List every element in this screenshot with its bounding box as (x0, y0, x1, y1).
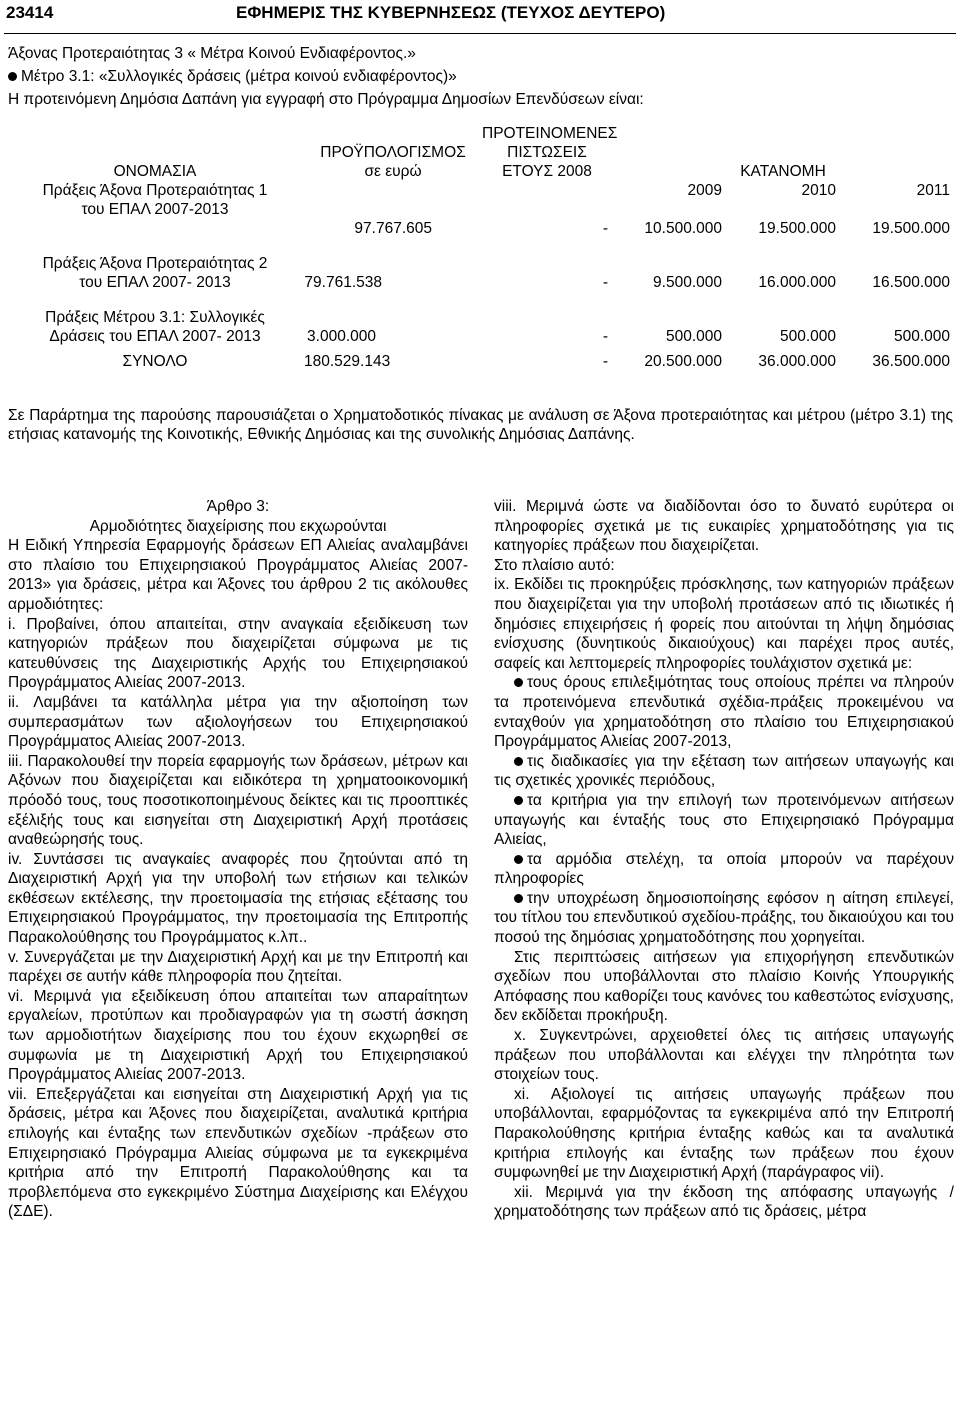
year-2009-label: 2009 (687, 182, 722, 199)
bullet-icon (514, 678, 523, 687)
row-2009: 2009 10.500.000 (612, 181, 726, 238)
article-title: Άρθρο 3: (206, 498, 270, 515)
competence-item: viii. Μεριμνά ώστε να διαδίδονται όσο το δυνατό ευρύτερα οι πληροφορίες σχετικά με τις ευκαιρίες χρηματοδότησης για τις κατηγορίες πράξεων που διαχειρίζεται. (494, 498, 954, 555)
intro-block (8, 44, 953, 113)
table-row (6, 292, 954, 346)
header-allocation: ΚΑΤΑΝΟΜΗ (740, 163, 826, 180)
total-2010: 36.000.000 (758, 353, 836, 370)
bullet-item: τα κριτήρια για την επιλογή των προτεινόμενων αιτήσεων υπαγωγής και ένταξής τους στο Επιχειρησιακό Πρόγραμμα Αλιείας, (494, 791, 954, 849)
bullet-icon (8, 72, 17, 81)
row-budget: 3.000.000 (307, 328, 376, 345)
axis-line: Άξονας Προτεραιότητας 3 « Μέτρα Κοινού Ενδιαφέροντος.» (8, 45, 416, 62)
budget-table (6, 124, 954, 371)
row-2009: 9.500.000 (653, 274, 722, 291)
annex-note: Σε Παράρτημα της παρούσης παρουσιάζεται ο Χρηματοδοτικός πίνακας με ανάλυση σε Άξονα προτεραιότητας και μέτρου (μέτρο 3.1) της ετήσιας κατανομής της Κοινοτικής, Εθνικής Δημόσιας και της συνολικής Δημόσιας Δαπάνης. (8, 407, 953, 443)
year-2010-label: 2010 (801, 182, 836, 199)
row-budget: 97.767.605 (354, 220, 432, 237)
competence-item: i. Προβαίνει, όπου απαιτείται, στην αναγκαία εξειδίκευση των κατηγοριών πράξεων που διαχειρίζεται σύμφωνα με τις κατευθύνσεις της Διαχειριστικής Αρχής του Επιχειρησιακού Προγράμματος Αλιείας 2007-2013. (8, 615, 468, 692)
competence-item: x. Συγκεντρώνει, αρχειοθετεί όλες τις αιτήσεις υπαγωγής πράξεων που υποβάλλονται και ελέγχει την πληρότητα των στοιχείων τους. (494, 1027, 954, 1084)
cases-paragraph: Στις περιπτώσεις αιτήσεων για επιχορήγηση επενδυτικών σχεδίων που υποβάλλονται στο πλαίσιο Κοινής Υπουργικής Απόφασης που καθορίζει τους κανόνες του καθεστώτος ενίσχυσης, δεν εκδίδεται προκήρυξη. (494, 948, 954, 1025)
table-total-row (6, 346, 954, 371)
row-name: Πράξεις Άξονα Προτεραιότητας 2 του ΕΠΑΛ 2007- 2013 (42, 255, 268, 291)
competence-item: v. Συνεργάζεται με την Διαχειριστική Αρχή και με την Επιτροπή και παρέχει σε αυτήν κάθε πληροφορία που ζητείται. (8, 948, 468, 986)
bullet-item: τα αρμόδια στελέχη, τα οποία μπορούν να παρέχουν πληροφορίες (494, 850, 954, 888)
competence-item: vii. Επεξεργάζεται και εισηγείται στη Διαχειριστική Αρχή για τις δράσεις, μέτρα και Άξονες που διαχειρίζεται, αναλυτικά κριτήρια επιλογής και ένταξης των επενδυτικών σχεδίων -πράξεων στο Επιχειρησιακό Πρόγραμμα Αλιείας σύμφωνα με τα εγκεκριμένα κριτήρια από την Επιτροπή Παρακολούθησης και τα προβλεπόμενα στο εγκεκριμένο Σύστημα Διαχείρισης και Ελέγχου (ΣΔΕ). (8, 1085, 468, 1221)
competence-item: xi. Αξιολογεί τις αιτήσεις υπαγωγής πράξεων που υποβάλλονται, εφαρμόζοντας τα εγκεκριμένα από την Επιτροπή Παρακολούθησης κριτήρια ένταξης καθώς και τα αναλυτικά κριτήρια επιλογής και ένταξης των πράξεων που έχουν συμφωνηθεί με την Διαχειριστική Αρχή (παράγραφος vii). (494, 1085, 954, 1182)
row-2010: 2010 19.500.000 (726, 181, 840, 238)
row-2010: 16.000.000 (758, 274, 836, 291)
table-row (6, 181, 954, 238)
bullet-icon (514, 796, 523, 805)
header-proposed: ΠΡΟΤΕΙΝΟΜΕΝΕΣ ΠΙΣΤΩΣΕΙΣ ΕΤΟΥΣ 2008 (482, 125, 618, 180)
bullet-item: τους όρους επιλεξιμότητας τους οποίους πρέπει να πληρούν τα προτεινόμενα επενδυτικά σχέδια-πράξεις προκειμένου να ενταχθούν για χρηματοδότηση στο πλαίσιο του Επιχειρησιακού Προγράμματος Αλιείας 2007-2013, (494, 674, 954, 751)
article-subtitle: Αρμοδιότητες διαχείρισης που εκχωρούνται (89, 517, 387, 535)
bullet-icon (514, 855, 523, 864)
row-2009: 500.000 (665, 328, 722, 345)
competence-item: ix. Εκδίδει τις προκηρύξεις πρόσκλησης, των κατηγοριών πράξεων που διαχειρίζεται για την υποβολή προτάσεων από τις ιδιωτικές ή δημόσιες επιχειρήσεις ή φορείς που αιτούνται τη λήψη δημόσιας ενίσχυσης (δυνητικούς δικαιούχους) και παρέχει προς αυτές, σαφείς και λεπτομερείς πληροφορίες τουλάχιστον σχετικά με: (494, 576, 954, 672)
competence-item: ii. Λαμβάνει τα κατάλληλα μέτρα για την αξιοποίηση των συμπερασμάτων των αξιολογήσεων του Επιχειρησιακού Προγράμματος Αλιείας 2007-2013. (8, 693, 468, 751)
header-name: ΟΝΟΜΑΣΙΑ (113, 163, 197, 180)
competence-item: iii. Παρακολουθεί την πορεία εφαρμογής των δράσεων, μέτρων και Αξόνων που διαχειρίζεται και ειδικότερα τη χρηματοοικονομική πρόοδό τους, τους ποσοτικοποιημένους δείκτες και τις προοπτικές εξέλιξής τους και εισηγείται στη Διαχειριστική Αρχή προτάσεις αναθεώρησής τους. (8, 752, 468, 849)
competence-item: vi. Μεριμνά για εξειδίκευση όπου απαιτείται των απαραίτητων εργαλείων, προτύπων και προδιαγραφών για τη σωστή άσκηση των αρμοδιοτήτων διαχείρισης που του έχουν εκχωρηθεί σε συμφωνία με τη Διαχειριστική Αρχή του Επιχειρησιακού Προγράμματος Αλιείας 2007-2013. (8, 987, 468, 1084)
row-name: Πράξεις Άξονα Προτεραιότητας 1 του ΕΠΑΛ 2007-2013 (42, 182, 268, 218)
left-column (8, 497, 468, 1222)
row-2011: 2011 19.500.000 (840, 181, 954, 238)
measure-line (8, 67, 953, 86)
row-budget: 79.761.538 (304, 274, 382, 291)
total-2009: 20.500.000 (644, 353, 722, 370)
bullet-icon (514, 757, 523, 766)
row-proposed: - (602, 274, 608, 291)
expenditure-line: Η προτεινόμενη Δημόσια Δαπάνη για εγγραφή στο Πρόγραμμα Δημοσίων Επενδύσεων είναι: (8, 91, 644, 108)
competence-item: iv. Συντάσσει τις αναγκαίες αναφορές που ζητούνται από τη Διαχειριστική Αρχή για την υποβολή των ετήσιων και τελικών εκθέσεων εκτέλεσης, την προετοιμασία της ετήσιας εξέτασης του Επιχειρησιακού Προγράμματος, την προετοιμασία της Επιτροπής Παρακολούθησης του Προγράμματος κ.λπ.. (8, 850, 468, 947)
header-budget: ΠΡΟΫΠΟΛΟΓΙΣΜΟΣ σε ευρώ (320, 144, 466, 180)
row-proposed: - (602, 220, 608, 237)
table-header-row (6, 124, 954, 181)
bullet-item: την υποχρέωση δημοσιοποίησης εφόσον η αίτηση επιλεγεί, του τίτλου του επενδυτικού σχεδίου-πράξης, του δικαιούχου και του ποσού της δημόσιας χρηματοδότησης που χορηγείται. (494, 889, 954, 947)
total-proposed: - (602, 353, 608, 370)
bullet-item: τις διαδικασίες για την εξέταση των αιτήσεων υπαγωγής και τις σχετικές χρονικές περιόδους, (494, 752, 954, 790)
right-column (494, 497, 954, 1222)
row-name: Πράξεις Μέτρου 3.1: Συλλογικές Δράσεις του ΕΠΑΛ 2007- 2013 (45, 309, 265, 345)
competence-item-cont: Στο πλαίσιο αυτό: (494, 556, 615, 574)
competence-item: xii. Μεριμνά για την έκδοση της απόφασης υπαγωγής / χρηματοδότησης των πράξεων από τις δράσεις, μέτρα (494, 1183, 954, 1221)
header-rule (4, 33, 956, 34)
measure-text: Μέτρο 3.1: «Συλλογικές δράσεις (μέτρα κοινού ενδιαφέροντος)» (21, 68, 457, 85)
article-intro: Η Ειδική Υπηρεσία Εφαρμογής δράσεων ΕΠ Αλιείας αναλαμβάνει στο πλαίσιο του Επιχειρησιακού Προγράμματος Αλιείας 2007-2013» για δράσεις, μέτρα και Άξονες του άρθρου 2 τις ακόλουθες αρμοδιότητες: (8, 537, 468, 613)
bullet-icon (514, 894, 523, 903)
page-header (6, 3, 954, 27)
total-2011: 36.500.000 (872, 353, 950, 370)
row-2011: 500.000 (893, 328, 950, 345)
year-2011-label: 2011 (916, 182, 950, 199)
total-label: ΣΥΝΟΛΟ (122, 353, 188, 370)
row-2011: 16.500.000 (872, 274, 950, 291)
gazette-title: ΕΦΗΜΕΡΙΣ ΤΗΣ ΚΥΒΕΡΝΗΣΕΩΣ (ΤΕΥΧΟΣ ΔΕΥΤΕΡΟ) (236, 3, 666, 22)
page-number: 23414 (6, 3, 54, 22)
table-row (6, 238, 954, 292)
total-budget: 180.529.143 (304, 353, 391, 370)
row-proposed: - (602, 328, 608, 345)
row-2010: 500.000 (779, 328, 836, 345)
